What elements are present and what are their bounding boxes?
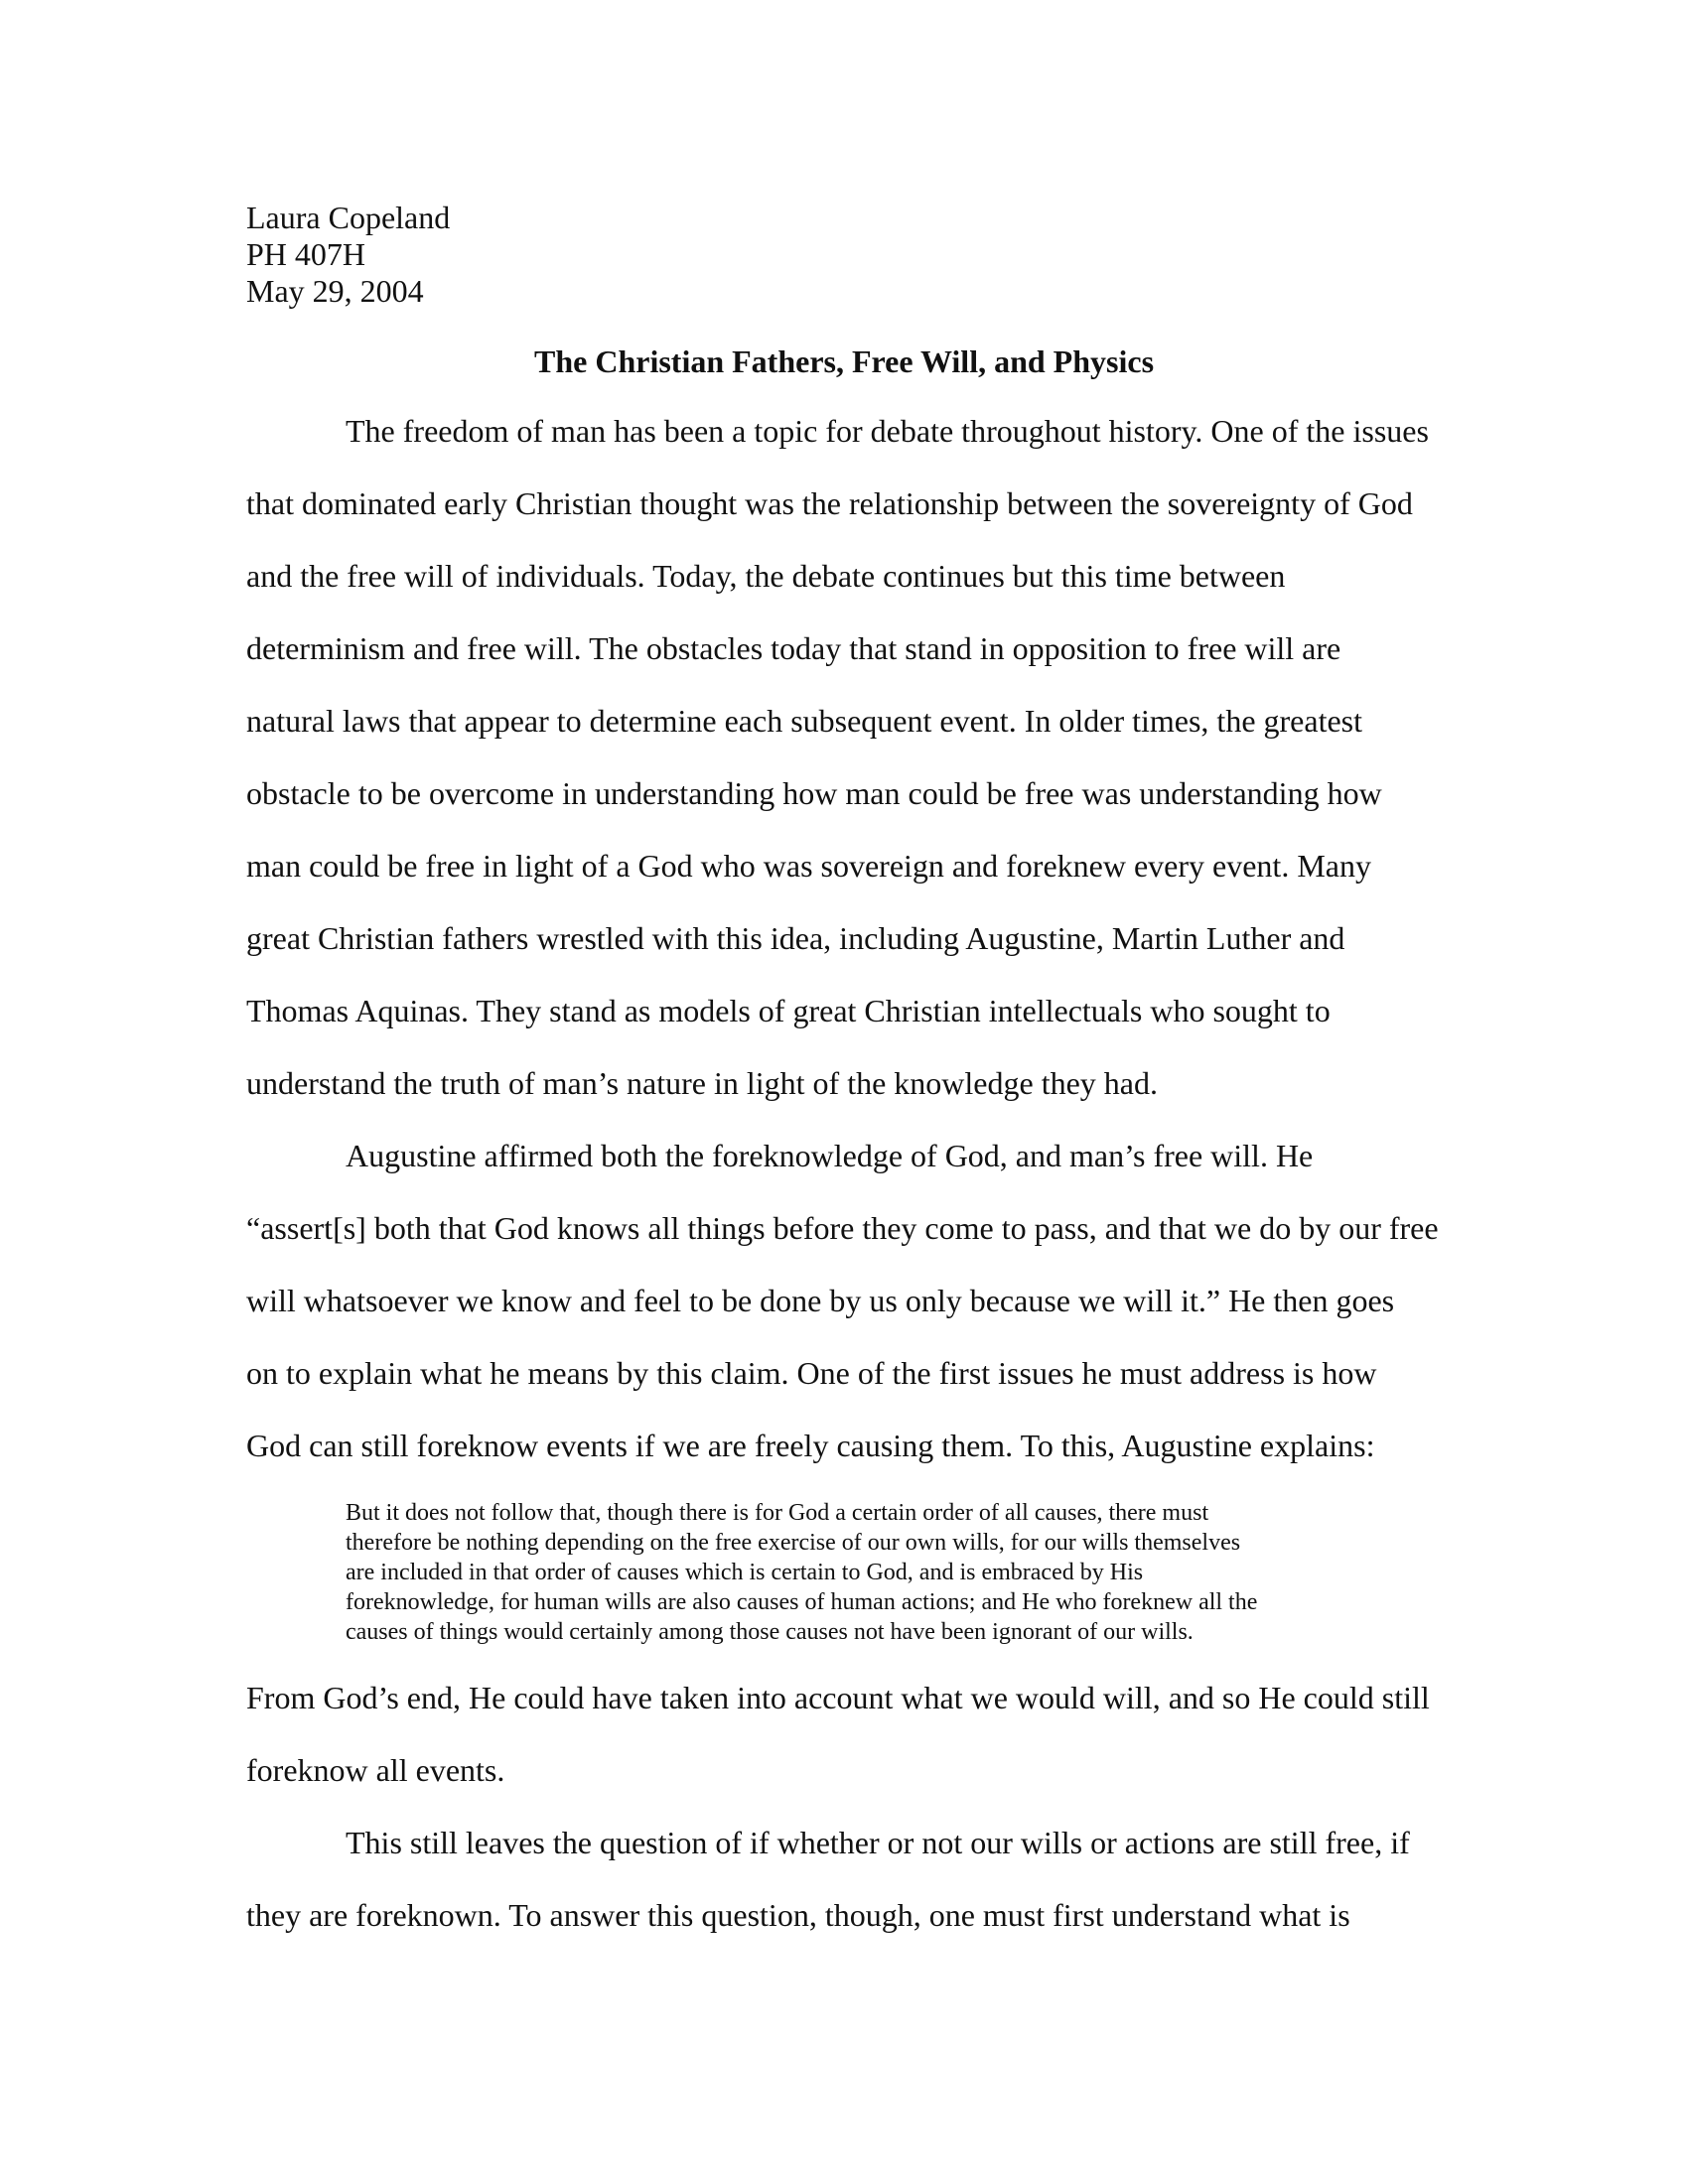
block-quote-line: causes of things would certainly among those causes not have been ignorant of our wills. (346, 1619, 1194, 1645)
document-header (246, 200, 450, 310)
course-code: PH 407H (246, 236, 366, 272)
block-quote-line: are included in that order of causes which is certain to God, and is embraced by His (346, 1560, 1144, 1585)
block-quote-line: foreknowledge, for human wills are also causes of human actions; and He who foreknew all the (346, 1589, 1258, 1615)
paragraph-line: determinism and free will. The obstacles today that stand in opposition to free will are (246, 630, 1341, 666)
block-quote-line: therefore be nothing depending on the free exercise of our own wills, for our wills themselves (346, 1530, 1241, 1556)
paragraph-line: From God’s end, He could have taken into account what we would will, and so He could still (246, 1680, 1430, 1715)
paragraph-line: will whatsoever we know and feel to be done by us only because we will it.” He then goes (246, 1283, 1395, 1318)
paragraph-line: This still leaves the question of if whether or not our wills or actions are still free, if (346, 1825, 1410, 1860)
paragraph-line: that dominated early Christian thought was the relationship between the sovereignty of God (246, 485, 1413, 521)
paragraph-line: The freedom of man has been a topic for debate throughout history. One of the issues (346, 413, 1429, 449)
paragraph-line: they are foreknown. To answer this question, though, one must first understand what is (246, 1897, 1350, 1933)
paragraph-line: “assert[s] both that God knows all things before they come to pass, and that we do by our free (246, 1210, 1439, 1246)
paragraph-line: great Christian fathers wrestled with this idea, including Augustine, Martin Luther and (246, 920, 1345, 956)
paragraph-line: Augustine affirmed both the foreknowledge of God, and man’s free will. He (346, 1138, 1314, 1173)
paragraph-line: foreknow all events. (246, 1752, 505, 1788)
paragraph-line: God can still foreknow events if we are freely causing them. To this, Augustine explains: (246, 1428, 1375, 1463)
paragraph-line: Thomas Aquinas. They stand as models of great Christian intellectuals who sought to (246, 993, 1331, 1028)
paragraph-line: and the free will of individuals. Today, the debate continues but this time between (246, 558, 1286, 594)
paragraph-line: man could be free in light of a God who was sovereign and foreknew every event. Many (246, 848, 1371, 884)
paragraph-line: on to explain what he means by this claim. One of the first issues he must address is how (246, 1355, 1377, 1391)
document-title: The Christian Fathers, Free Will, and Physics (533, 343, 1155, 379)
author-name: Laura Copeland (246, 200, 451, 235)
paragraph-line: understand the truth of man’s nature in light of the knowledge they had. (246, 1065, 1158, 1101)
block-quote-line: But it does not follow that, though there is for God a certain order of all causes, there must (346, 1500, 1209, 1526)
document-date: May 29, 2004 (246, 273, 424, 309)
paragraph-line: natural laws that appear to determine each subsequent event. In older times, the greatest (246, 703, 1363, 739)
paragraph-line: obstacle to be overcome in understanding how man could be free was understanding how (246, 775, 1382, 811)
